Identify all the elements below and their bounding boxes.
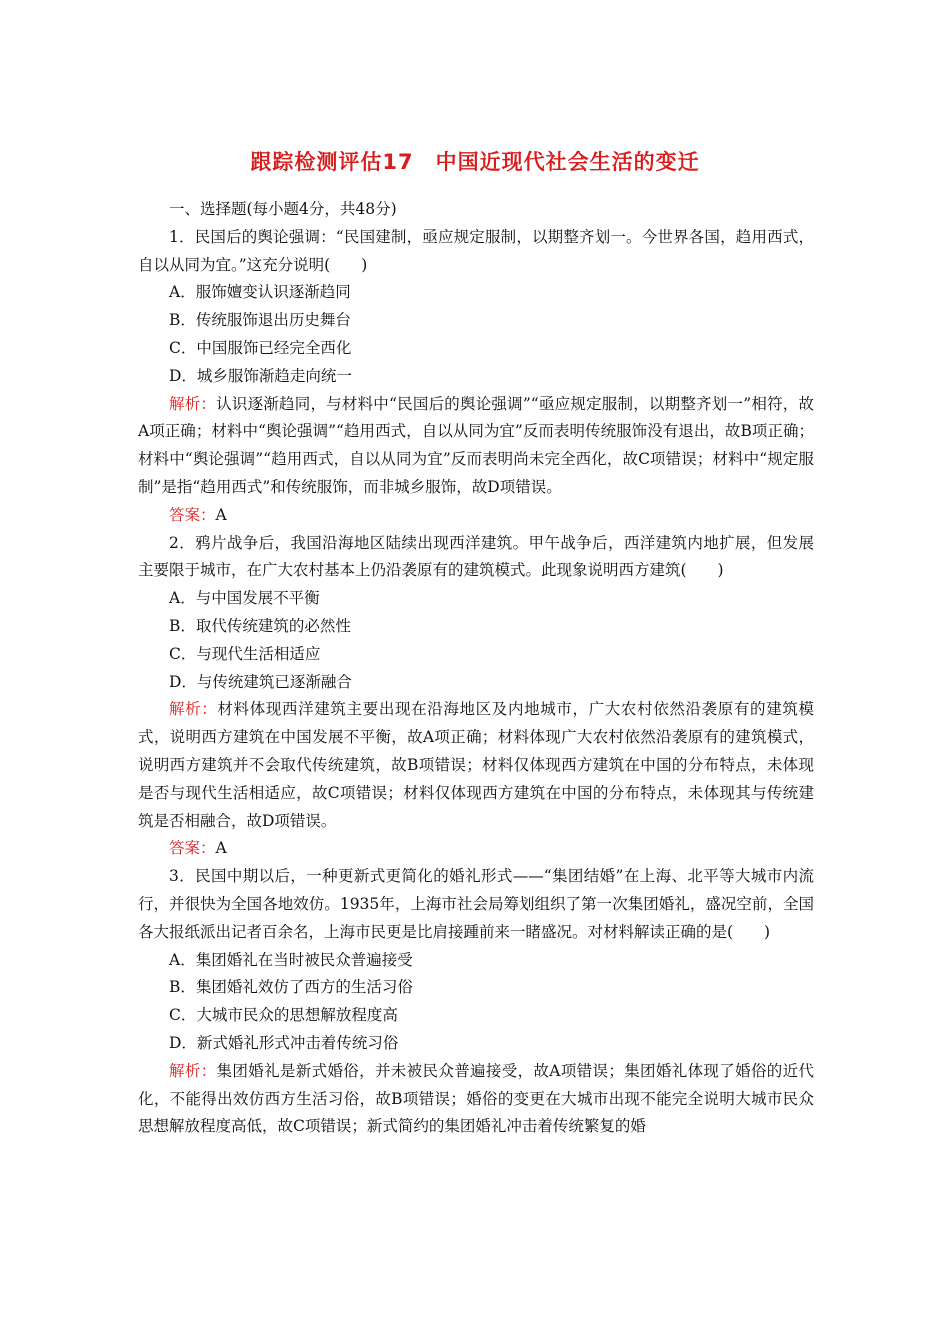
option-a: A．与中国发展不平衡: [169, 589, 320, 608]
explanation: [138, 391, 814, 502]
option-d: D．城乡服饰渐趋走向统一: [169, 366, 352, 385]
option-c: C．中国服饰已经完全西化: [169, 338, 352, 357]
option-a: A．服饰嬗变认识逐渐趋同: [169, 283, 351, 302]
explanation-text: 材料体现西洋建筑主要出现在沿海地区及内地城市，广大农村依然沿袭原有的建筑模式，说明西方建筑在中国发展不平衡，故A项正确；材料体现广大农村依然沿袭原有的建筑模式，说明西方建筑并不会取代传统建筑，故B项错误；材料仅体现西方建筑在中国的分布特点，未体现是否与现代生活相适应，故C项错误；材料仅体现西方建筑在中国的分布特点，未体现其与传统建筑是否相融合，故D项错误。: [138, 700, 814, 830]
explanation-label: 解析：: [169, 394, 217, 413]
answer-label: 答案：: [169, 839, 216, 858]
answer: [138, 502, 814, 530]
explanation-label: 解析：: [169, 700, 218, 719]
answer-value: A: [215, 839, 227, 858]
page-title: 跟踪检测评估17 中国近现代社会生活的变迁: [250, 150, 700, 174]
question-stem: 1．民国后的舆论强调：“民国建制，亟应规定服制，以期整齐划一。今世界各国，趋用西式，自以从同为宜。”这充分说明( ): [138, 227, 814, 274]
option-d: D．与传统建筑已逐渐融合: [169, 672, 352, 691]
answer-label: 答案：: [169, 505, 216, 524]
question-stem: 3．民国中期以后，一种更新式更简化的婚礼形式——“集团结婚”在上海、北平等大城市内流行，并很快为全国各地效仿。1935年，上海市社会局筹划组织了第一次集团婚礼，盛况空前，全国各大报纸派出记者百余名，上海市民更是比肩接踵前来一睹盛况。对材料解读正确的是( ): [138, 867, 814, 941]
option-d: D．新式婚礼形式冲击着传统习俗: [169, 1033, 399, 1052]
explanation: [138, 1058, 814, 1141]
option-c: C．与现代生活相适应: [169, 644, 321, 663]
answer-value: A: [215, 505, 227, 524]
explanation-label: 解析：: [169, 1061, 217, 1080]
option-c: C．大城市民众的思想解放程度高: [169, 1006, 398, 1025]
section-heading: 一、选择题(每小题4分，共48分): [169, 200, 397, 218]
question-content: [138, 196, 814, 1141]
option-a: A．集团婚礼在当时被民众普遍接受: [169, 950, 413, 969]
question-stem: 2．鸦片战争后，我国沿海地区陆续出现西洋建筑。甲午战争后，西洋建筑内地扩展，但发展主要限于城市，在广大农村基本上仍沿袭原有的建筑模式。此现象说明西方建筑( ): [138, 533, 814, 580]
explanation: [138, 696, 814, 835]
option-b: B．取代传统建筑的必然性: [169, 616, 351, 635]
option-b: B．传统服饰退出历史舞台: [169, 311, 351, 330]
explanation-text: 认识逐渐趋同，与材料中“民国后的舆论强调”“亟应规定服制，以期整齐划一”相符，故A项正确；材料中“舆论强调”“趋用西式，自以从同为宜”反而表明传统服饰没有退出，故B项正确；材料中“舆论强调”“趋用西式，自以从同为宜”反而表明尚未完全西化，故C项错误；材料中“规定服制”是指“趋用西式”和传统服饰，而非城乡服饰，故D项错误。: [138, 394, 814, 496]
option-b: B．集团婚礼效仿了西方的生活习俗: [169, 978, 413, 997]
answer: [138, 835, 814, 863]
explanation-text: 集团婚礼是新式婚俗，并未被民众普遍接受，故A项错误；集团婚礼体现了婚俗的近代化，不能得出效仿西方生活习俗，故B项错误；婚俗的变更在大城市出现不能完全说明大城市民众思想解放程度高低，故C项错误；新式简约的集团婚礼冲击着传统繁复的婚: [138, 1061, 814, 1136]
